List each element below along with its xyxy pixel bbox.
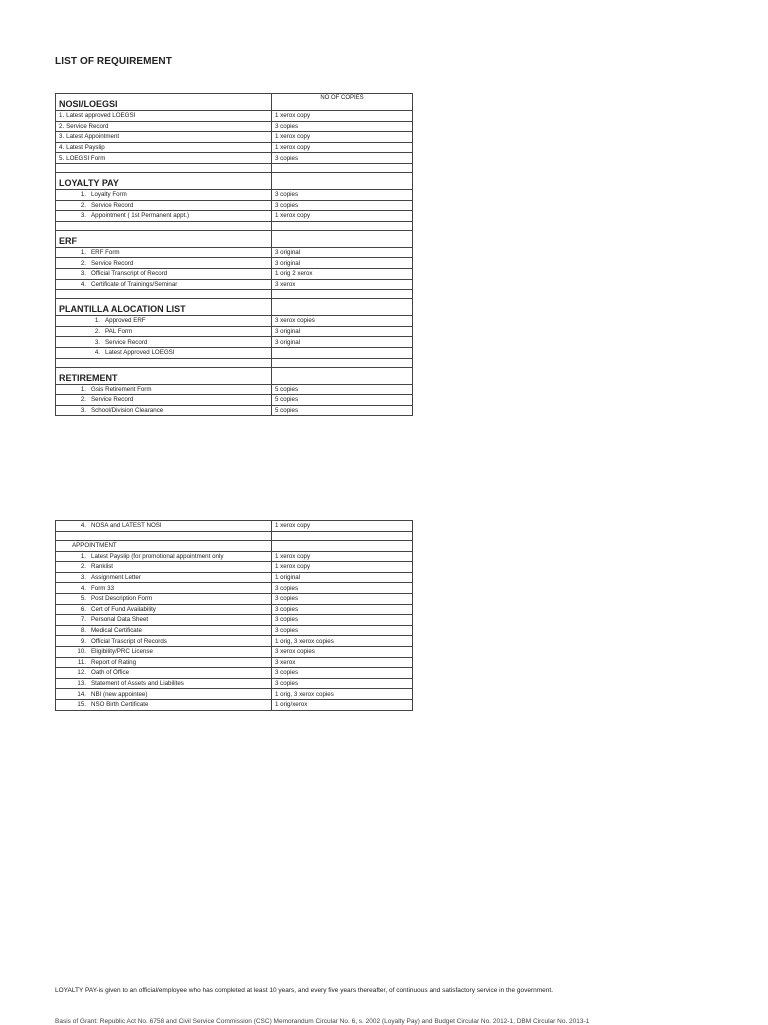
item-number: 3. xyxy=(80,212,86,220)
requirement-label: Service Record xyxy=(105,338,148,346)
table-row xyxy=(56,689,413,700)
copies-cell: 5 copies xyxy=(272,395,413,406)
item-number: 3. xyxy=(94,338,100,346)
requirement-cell xyxy=(56,551,272,562)
blank-row xyxy=(56,221,413,230)
requirement-label: Service Record xyxy=(91,201,134,209)
empty-cell xyxy=(272,540,413,551)
table-row xyxy=(56,583,413,594)
requirement-label: Appointment ( 1st Permanent appt.) xyxy=(91,212,190,220)
copies-cell: 3 original xyxy=(272,326,413,337)
requirement-cell xyxy=(56,636,272,647)
item-number: 1. xyxy=(80,249,86,257)
item-number: 10. xyxy=(77,648,86,656)
requirement-label: Official Transcript of Record xyxy=(91,270,168,278)
copies-cell: 1 orig, 3 xerox copies xyxy=(272,636,413,647)
item-number: 1. xyxy=(80,552,86,560)
copies-cell: 1 orig, 3 xerox copies xyxy=(272,689,413,700)
section-header-row xyxy=(56,299,413,316)
copies-cell: 3 copies xyxy=(272,678,413,689)
requirement-cell xyxy=(56,347,272,358)
copies-cell: 1 original xyxy=(272,572,413,583)
requirement-cell xyxy=(56,111,272,122)
copies-cell: 3 xerox copies xyxy=(272,646,413,657)
item-number: 6. xyxy=(80,605,86,613)
item-number: 11. xyxy=(77,658,86,666)
copies-cell: 1 orig/xerox xyxy=(272,699,413,710)
requirement-label: Post Description Form xyxy=(91,595,153,603)
table-row xyxy=(56,316,413,327)
requirement-label: Gsis Retirement Form xyxy=(91,385,152,393)
copies-cell: 1 xerox copy xyxy=(272,521,413,532)
table-row xyxy=(56,395,413,406)
copies-cell: 3 copies xyxy=(272,625,413,636)
copies-cell xyxy=(272,347,413,358)
requirement-label: LOEGSI Form xyxy=(66,154,106,162)
empty-cell xyxy=(56,290,272,299)
requirement-label: Latest Payslip (for promotional appointment only xyxy=(91,552,224,560)
requirement-cell xyxy=(56,153,272,164)
empty-cell xyxy=(272,299,413,316)
requirement-label: Approved ERF xyxy=(105,317,146,325)
basis-note: Basis of Grant: Republic Act No. 6758 and Civil Service Commission (CSC) Memorandum Circular No. 6, s. 2002 (Loyalty Pay) and Budget Circular No. 2012-1, DBM Circular No. 2013-1 xyxy=(55,1018,590,1025)
table-row xyxy=(56,405,413,416)
requirement-label: Loyalty Form xyxy=(91,191,127,199)
requirement-label: Personal Data Sheet xyxy=(91,616,149,624)
item-number: 13. xyxy=(77,680,86,688)
requirement-label: Latest Payslip xyxy=(66,144,105,152)
item-number: 9. xyxy=(80,637,86,645)
requirement-label: Form 33 xyxy=(91,584,115,592)
section-title: PLANTILLA ALOCATION LIST xyxy=(56,299,272,316)
requirement-label: Service Record xyxy=(91,259,134,267)
appointment-subheading: APPOINTMENT xyxy=(56,540,272,551)
requirement-cell xyxy=(56,646,272,657)
item-number: 3. xyxy=(80,406,86,414)
table-row xyxy=(56,668,413,679)
empty-cell xyxy=(272,531,413,540)
copies-cell: 1 orig 2 xerox xyxy=(272,268,413,279)
table-row xyxy=(56,384,413,395)
item-number: 2. xyxy=(80,563,86,571)
requirement-cell xyxy=(56,200,272,211)
table-row xyxy=(56,121,413,132)
item-number: 3. xyxy=(80,270,86,278)
table-row xyxy=(56,646,413,657)
requirement-label: Assignment Letter xyxy=(91,574,141,582)
requirement-cell xyxy=(56,326,272,337)
item-number: 1. xyxy=(80,385,86,393)
copies-cell: 3 copies xyxy=(272,153,413,164)
copies-cell: 3 copies xyxy=(272,604,413,615)
copies-cell: 1 xerox copy xyxy=(272,132,413,143)
copies-cell: 3 copies xyxy=(272,593,413,604)
table-row xyxy=(56,604,413,615)
requirement-label: NBI (new appointee) xyxy=(91,690,148,698)
table-row xyxy=(56,247,413,258)
requirement-label: School/Division Clearance xyxy=(91,406,164,414)
requirement-cell xyxy=(56,593,272,604)
empty-cell xyxy=(272,221,413,230)
requirement-label: Certificate of Trainings/Seminar xyxy=(91,280,178,288)
table-row xyxy=(56,615,413,626)
empty-cell xyxy=(272,358,413,367)
item-number: 2. xyxy=(80,259,86,267)
item-number: 4. xyxy=(80,584,86,592)
requirement-cell xyxy=(56,583,272,594)
item-number: 2. xyxy=(94,328,100,336)
table-row xyxy=(56,551,413,562)
requirement-cell xyxy=(56,395,272,406)
copies-cell: 3 copies xyxy=(272,189,413,200)
table-row xyxy=(56,142,413,153)
section-header-row xyxy=(56,230,413,247)
copies-cell: 3 copies xyxy=(272,668,413,679)
section-header-row xyxy=(56,367,413,384)
table-row xyxy=(56,279,413,290)
copies-cell: 3 copies xyxy=(272,615,413,626)
blank-row xyxy=(56,531,413,540)
requirement-cell xyxy=(56,678,272,689)
table-row xyxy=(56,189,413,200)
item-number: 8. xyxy=(80,627,86,635)
requirement-cell xyxy=(56,562,272,573)
document-title: LIST OF REQUIREMENT xyxy=(55,56,172,67)
table-row xyxy=(56,153,413,164)
table-row xyxy=(56,111,413,122)
blank-row xyxy=(56,163,413,172)
item-number: 2. xyxy=(59,122,65,130)
copies-cell: 3 xerox xyxy=(272,657,413,668)
item-number: 3. xyxy=(80,574,86,582)
section-header-row xyxy=(56,94,413,111)
item-number: 15. xyxy=(77,701,86,709)
requirement-cell xyxy=(56,189,272,200)
requirement-cell xyxy=(56,604,272,615)
item-number: 4. xyxy=(80,522,86,530)
requirement-label: Eligibility/PRC License xyxy=(91,648,153,656)
table-row xyxy=(56,337,413,348)
requirement-cell xyxy=(56,668,272,679)
requirement-cell xyxy=(56,405,272,416)
requirement-cell xyxy=(56,572,272,583)
table-row xyxy=(56,562,413,573)
item-number: 3. xyxy=(59,133,65,141)
table-row xyxy=(56,678,413,689)
copies-cell: 5 copies xyxy=(272,405,413,416)
empty-cell xyxy=(56,163,272,172)
table-row xyxy=(56,521,413,532)
item-number: 4. xyxy=(80,280,86,288)
item-number: 7. xyxy=(80,616,86,624)
requirement-label: Ranklist xyxy=(91,563,114,571)
blank-row xyxy=(56,290,413,299)
empty-cell xyxy=(272,290,413,299)
empty-cell xyxy=(56,221,272,230)
requirement-label: Service Record xyxy=(66,122,109,130)
table-row xyxy=(56,699,413,710)
item-number: 1. xyxy=(94,317,100,325)
copies-cell: 3 xerox copies xyxy=(272,316,413,327)
item-number: 2. xyxy=(80,201,86,209)
item-number: 2. xyxy=(80,396,86,404)
requirement-cell xyxy=(56,247,272,258)
requirement-cell xyxy=(56,699,272,710)
table-row xyxy=(56,572,413,583)
empty-cell xyxy=(56,531,272,540)
empty-cell xyxy=(56,358,272,367)
requirement-cell xyxy=(56,316,272,327)
section-title: LOYALTY PAY xyxy=(56,172,272,189)
table-row xyxy=(56,657,413,668)
blank-row xyxy=(56,358,413,367)
requirement-cell xyxy=(56,521,272,532)
requirement-label: Oath of Office xyxy=(91,669,130,677)
item-number: 5. xyxy=(59,154,65,162)
copies-cell: 3 copies xyxy=(272,200,413,211)
table-row xyxy=(56,200,413,211)
item-number: 12. xyxy=(77,669,86,677)
requirement-label: ERF Form xyxy=(91,249,120,257)
requirement-cell xyxy=(56,337,272,348)
requirement-cell xyxy=(56,121,272,132)
loyalty-pay-note: LOYALTY PAY-is given to an official/employee who has completed at least 10 years, and every five years thereafter, of continuous and satisfactory service in the government. xyxy=(55,987,554,994)
copies-cell: 1 xerox copy xyxy=(272,211,413,222)
table-row xyxy=(56,268,413,279)
appointment-requirements-table xyxy=(55,520,413,711)
copies-cell: 3 copies xyxy=(272,121,413,132)
table-row xyxy=(56,636,413,647)
requirement-label: Service Record xyxy=(91,396,134,404)
requirement-label: PAL Form xyxy=(105,328,133,336)
copies-cell: 3 copies xyxy=(272,583,413,594)
requirement-label: Official Trascript of Records xyxy=(91,637,167,645)
copies-column-header: NO OF COPIES xyxy=(272,94,413,111)
requirement-label: NOSA and LATEST NOSI xyxy=(91,522,162,530)
requirement-label: Medical Certificate xyxy=(91,627,142,635)
copies-cell: 3 original xyxy=(272,258,413,269)
copies-cell: 3 original xyxy=(272,247,413,258)
item-number: 1. xyxy=(59,112,65,120)
requirement-cell xyxy=(56,625,272,636)
requirement-cell xyxy=(56,657,272,668)
section-header-row xyxy=(56,172,413,189)
copies-cell: 1 xerox copy xyxy=(272,142,413,153)
requirement-label: Latest Appointment xyxy=(66,133,120,141)
item-number: 4. xyxy=(94,349,100,357)
section-title: RETIREMENT xyxy=(56,367,272,384)
requirement-label: Statement of Assets and Liabilites xyxy=(91,680,184,688)
requirement-cell xyxy=(56,268,272,279)
empty-cell xyxy=(272,367,413,384)
requirements-table xyxy=(55,93,413,416)
copies-cell: 1 xerox copy xyxy=(272,562,413,573)
requirement-label: Latest Approved LOEGSI xyxy=(105,349,175,357)
item-number: 1. xyxy=(80,191,86,199)
table-row xyxy=(56,593,413,604)
requirement-cell xyxy=(56,384,272,395)
requirement-cell xyxy=(56,615,272,626)
table-row xyxy=(56,347,413,358)
requirement-cell xyxy=(56,142,272,153)
table-row xyxy=(56,258,413,269)
copies-cell: 3 original xyxy=(272,337,413,348)
requirement-label: NSO Birth Certificate xyxy=(91,701,149,709)
requirement-cell xyxy=(56,279,272,290)
requirement-cell xyxy=(56,258,272,269)
copies-cell: 5 copies xyxy=(272,384,413,395)
copies-cell: 1 xerox copy xyxy=(272,111,413,122)
copies-cell: 1 xerox copy xyxy=(272,551,413,562)
table-row xyxy=(56,625,413,636)
requirement-label: Report of Rating xyxy=(91,658,137,666)
requirement-cell xyxy=(56,132,272,143)
table-row xyxy=(56,132,413,143)
table-row xyxy=(56,326,413,337)
item-number: 14. xyxy=(77,690,86,698)
item-number: 4. xyxy=(59,144,65,152)
section-title: NOSI/LOEGSI xyxy=(56,94,272,111)
subheading-row xyxy=(56,540,413,551)
section-title: ERF xyxy=(56,230,272,247)
item-number: 5. xyxy=(80,595,86,603)
requirement-cell xyxy=(56,211,272,222)
table-row xyxy=(56,211,413,222)
requirement-label: Latest approved LOEGSI xyxy=(66,112,136,120)
empty-cell xyxy=(272,172,413,189)
empty-cell xyxy=(272,163,413,172)
requirement-label: Cert of Fund Availability xyxy=(91,605,156,613)
requirement-cell xyxy=(56,689,272,700)
empty-cell xyxy=(272,230,413,247)
copies-cell: 3 xerox xyxy=(272,279,413,290)
